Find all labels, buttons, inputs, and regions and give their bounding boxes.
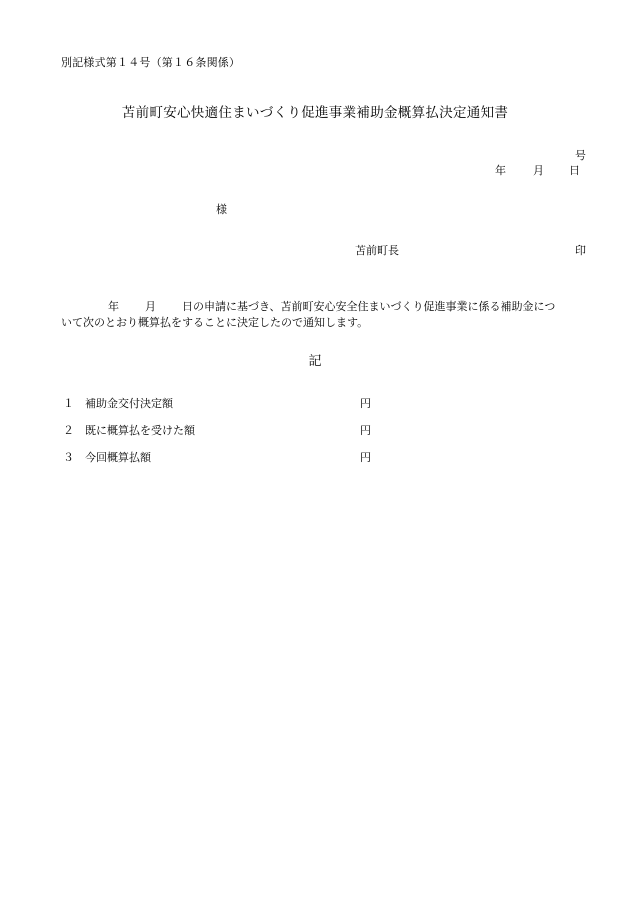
body-month-label: 月 (145, 300, 156, 313)
date-month-label: 月 (533, 164, 544, 177)
list-item (63, 425, 371, 436)
document-title: 苫前町安心快適住まいづくり促進事業補助金概算払決定通知書 (121, 105, 509, 121)
item-unit: 円 (360, 451, 371, 464)
list-item (63, 452, 371, 463)
notice-body-line-2: いて次のとおり概算払をすることに決定したので通知します。 (61, 316, 369, 329)
item-number: １ (63, 397, 74, 410)
document-number: 号 (575, 149, 586, 162)
date-day-label: 日 (569, 164, 580, 177)
item-number: ２ (63, 424, 74, 437)
item-unit: 円 (360, 424, 371, 437)
ki-heading: 記 (308, 354, 322, 369)
issue-date (495, 165, 580, 176)
notice-body-line-1 (61, 299, 585, 315)
item-number: ３ (63, 451, 74, 464)
issuer-name: 苫前町長 (355, 244, 399, 257)
item-label: 既に概算払を受けた額 (85, 424, 195, 437)
item-label: 補助金交付決定額 (85, 397, 173, 410)
list-item (63, 398, 371, 409)
item-unit: 円 (360, 397, 371, 410)
body-line1-text: 日の申請に基づき、苫前町安心安全住まいづくり促進事業に係る補助金につ (182, 300, 556, 313)
seal-mark: 印 (575, 244, 586, 257)
notice-body (61, 299, 585, 331)
body-year-label: 年 (108, 300, 119, 313)
form-label: 別記様式第１４号（第１６条関係） (61, 56, 241, 69)
date-year-label: 年 (495, 164, 506, 177)
addressee-honorific: 様 (216, 203, 227, 216)
item-label: 今回概算払額 (85, 451, 151, 464)
